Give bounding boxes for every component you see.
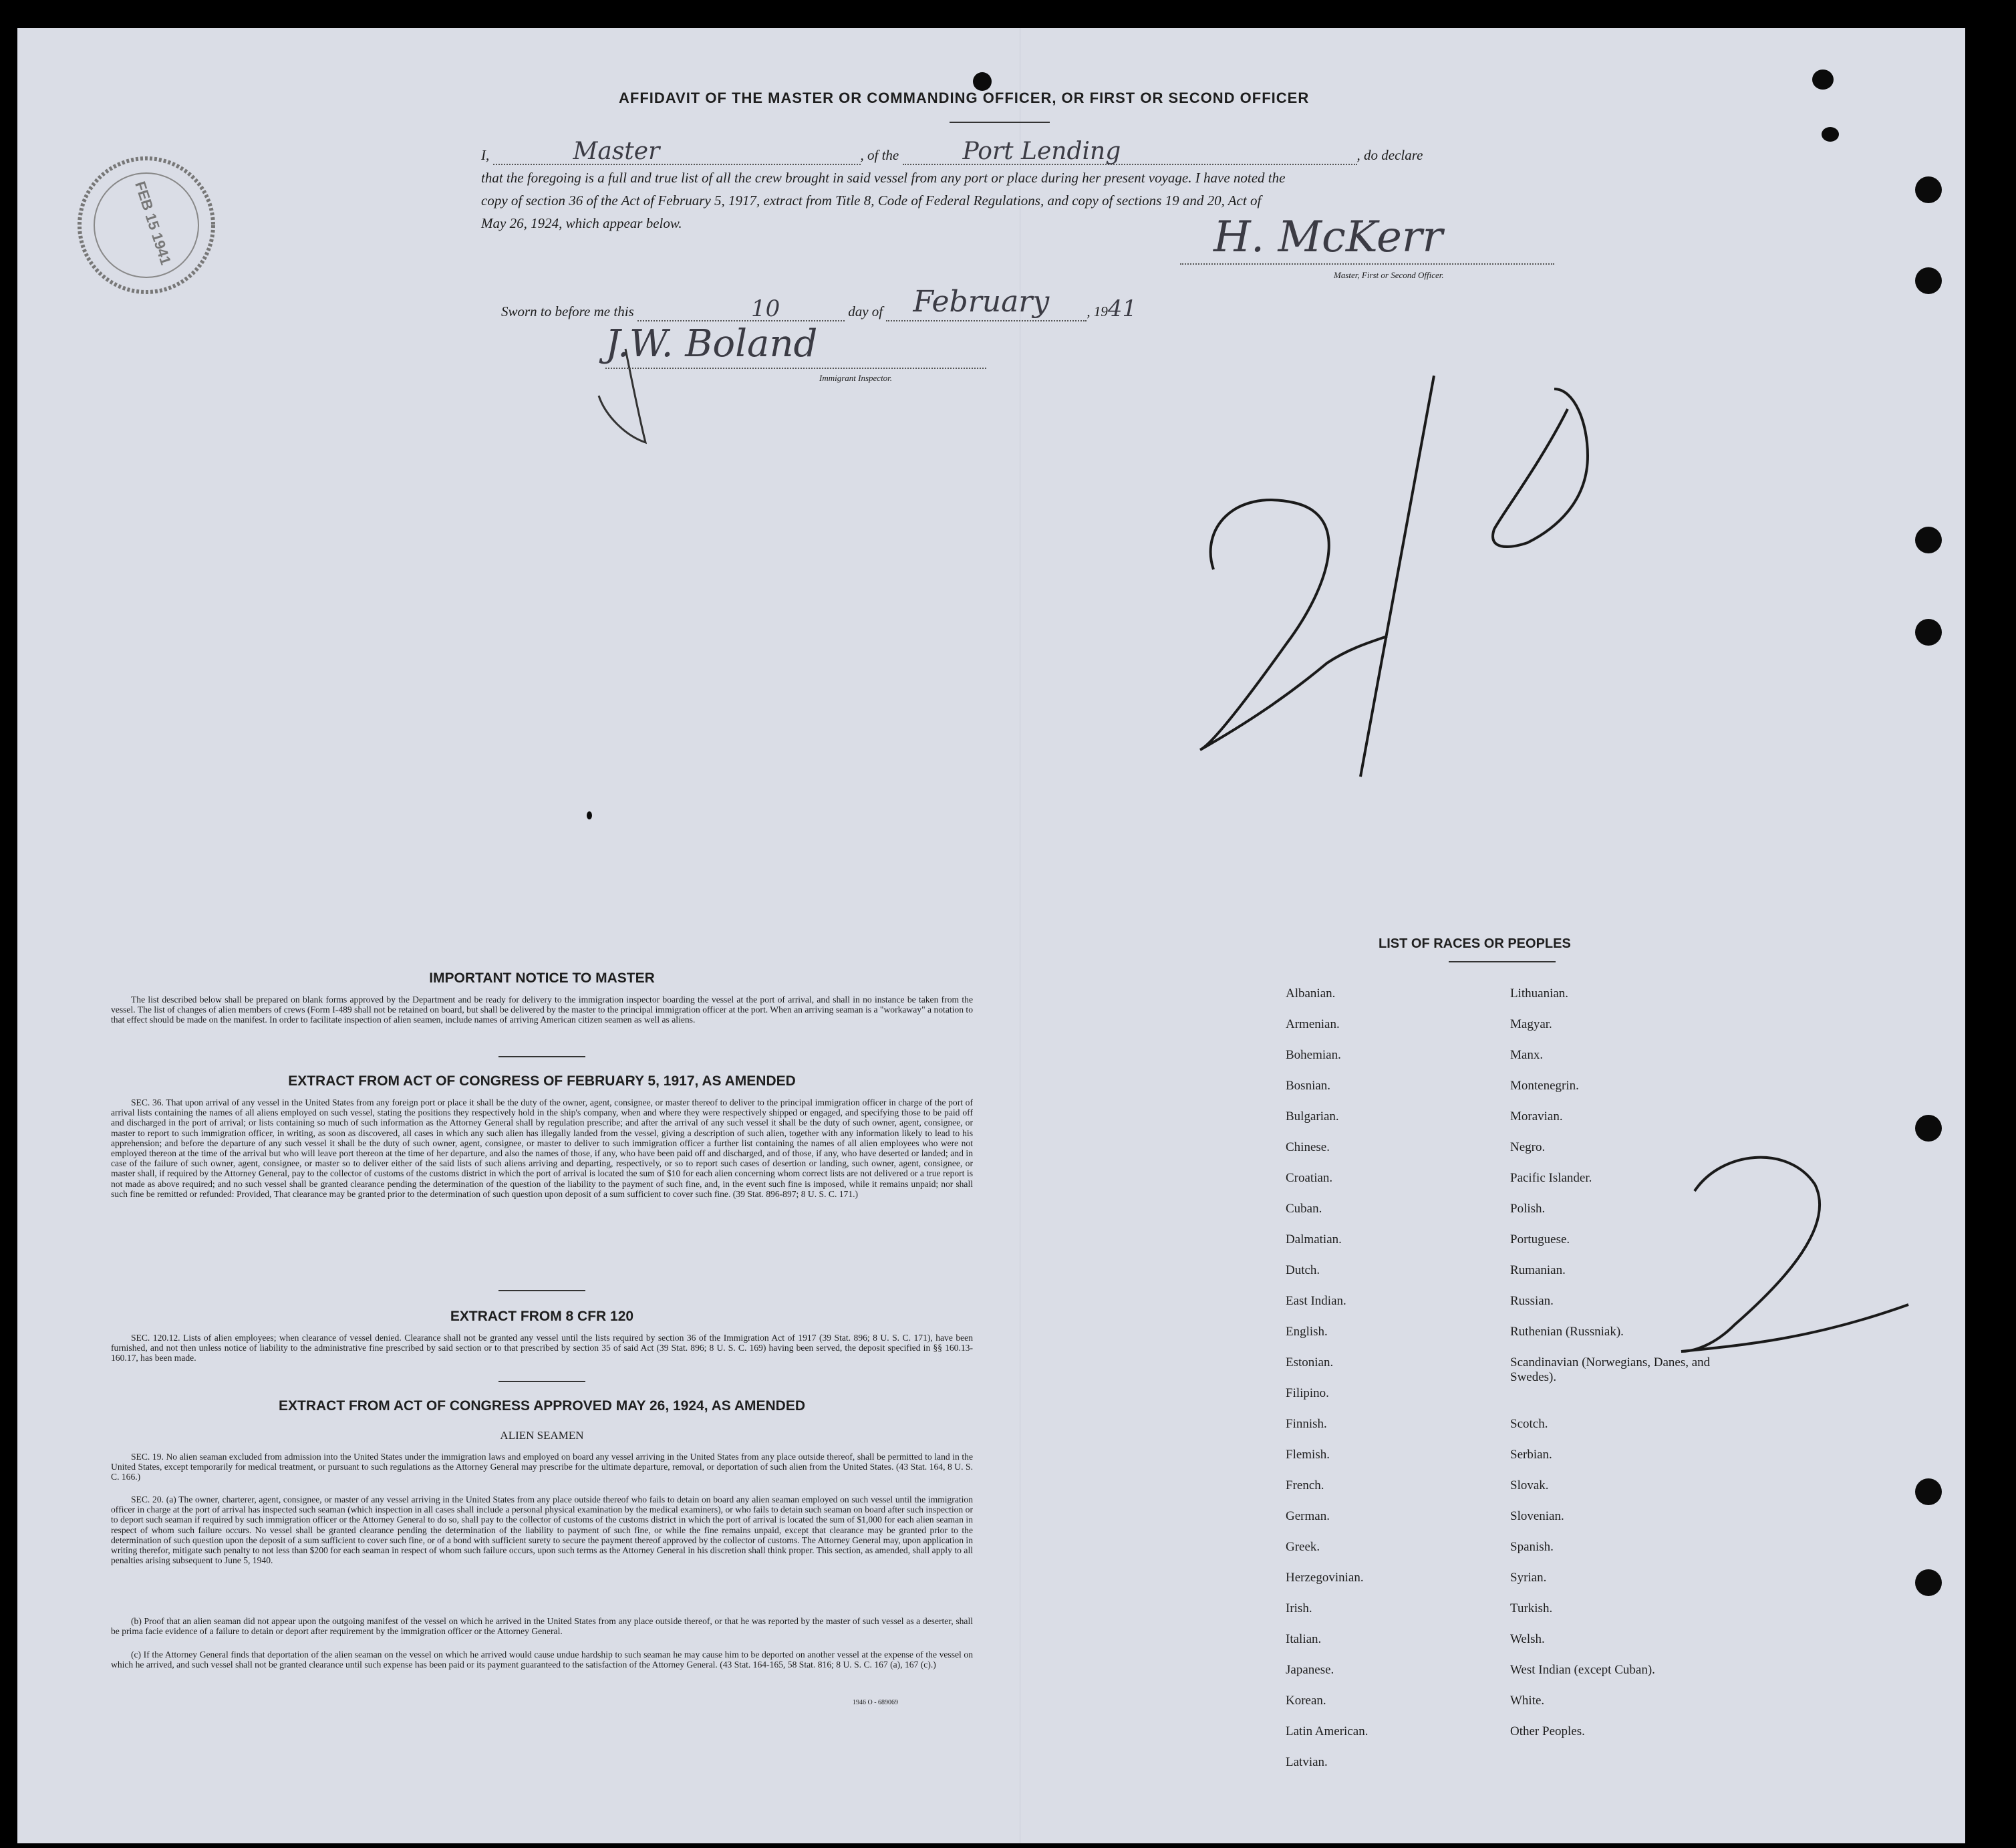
handwritten-date-mark (1193, 349, 1795, 803)
extract-1924-sec20b: (b) Proof that an alien seaman did not appear upon the outgoing manifest of the vessel on which he arrived in the United States from any place outside thereof, or that he was reported by the master of such vessel as a deserter, shall be prima facie evidence of a failure to detain or deport after requirement by the immigration officer or the Attorney General. (111, 1616, 973, 1637)
race-item: West Indian (except Cuban). (1510, 1663, 1655, 1677)
race-item: Chinese. (1286, 1140, 1330, 1154)
race-item: Russian. (1510, 1294, 1554, 1308)
immigration-stamp-seal (69, 148, 223, 302)
race-item: Latin American. (1286, 1724, 1369, 1738)
title-rule (950, 122, 1050, 123)
race-item: Slovenian. (1510, 1509, 1564, 1523)
officer-handwritten: Master (573, 138, 660, 165)
race-item: Welsh. (1510, 1632, 1545, 1646)
punch-hole (1915, 1115, 1942, 1142)
race-item: Japanese. (1286, 1663, 1334, 1677)
extract-1924-sec20c: (c) If the Attorney General finds that deportation of the alien seaman on the vessel on which he arrived would cause undue hardship to such seaman he may cause him to be deported on another vessel at the expense of the vessel on which he arrived, and such vessel shall not be granted clearance until such expense has been paid or its payment guaranteed to the satisfaction of the Attorney General. (43 Stat. 164-165, 58 Stat. 816; 8 U. S. C. 167 (a), 167 (c).) (111, 1649, 973, 1670)
race-item: Ruthenian (Russniak). (1510, 1325, 1624, 1339)
race-item: Magyar. (1510, 1017, 1552, 1031)
print-code: 1946 O - 689069 (853, 1699, 899, 1706)
sworn-line (501, 285, 1137, 322)
race-item: Moravian. (1510, 1109, 1563, 1124)
punch-hole (1812, 70, 1834, 90)
race-item: Serbian. (1510, 1448, 1552, 1462)
race-item: Bohemian. (1286, 1048, 1341, 1062)
race-item: Rumanian. (1510, 1263, 1566, 1277)
race-item: Estonian. (1286, 1355, 1334, 1369)
punch-hole (1915, 1478, 1942, 1505)
vessel-handwritten: Port Lending (962, 138, 1121, 165)
punch-hole (1915, 1569, 1942, 1596)
race-item: Croatian. (1286, 1171, 1333, 1185)
race-item: Dutch. (1286, 1263, 1320, 1277)
races-title: LIST OF RACES OR PEOPLES (1379, 936, 1571, 951)
race-item: Negro. (1510, 1140, 1546, 1154)
master-signature: H. McKerr (1213, 213, 1443, 262)
notice-text: The list described below shall be prepared on blank forms approved by the Department and be ready for delivery to the immigration inspector boarding the vessel at the port of arrival, and shall in no instance be taken from the vessel. The list of changes of alien members of crews (Form I-489 shall not be retained on board, but shall be delivered by the master to the principal immigration officer at the port. When an arriving seaman is a "workaway" a notation to that effect should be made on the manifest. In order to facilitate inspection of alien seamen, include names of arriving American citizen seamen as well as aliens. (111, 995, 973, 1025)
inspector-signature: J.W. Boland (605, 322, 818, 366)
day-of-label: day of (848, 303, 883, 319)
inspector-caption: Immigrant Inspector. (819, 373, 893, 383)
sworn-prefix: Sworn to before me this (501, 303, 634, 319)
race-item: Portuguese. (1510, 1232, 1570, 1246)
extract-1924-subtitle: ALIEN SEAMEN (500, 1429, 584, 1442)
race-item: Slovak. (1510, 1478, 1549, 1492)
punch-hole (1915, 619, 1942, 646)
race-item: Bosnian. (1286, 1079, 1331, 1093)
race-item: Armenian. (1286, 1017, 1340, 1031)
race-item: Irish. (1286, 1601, 1312, 1615)
affidavit-title: AFFIDAVIT OF THE MASTER OR COMMANDING OFFICER, OR FIRST OR SECOND OFFICER (619, 90, 1310, 106)
extract-1924-title: EXTRACT FROM ACT OF CONGRESS APPROVED MAY 26, 1924, AS AMENDED (278, 1398, 806, 1414)
year-prefix: , 19 (1087, 303, 1108, 319)
race-item: French. (1286, 1478, 1324, 1492)
race-item: Albanian. (1286, 986, 1336, 1001)
race-item: White. (1510, 1694, 1545, 1708)
declare-prefix: I, (481, 147, 490, 163)
extract-1924-sec19: SEC. 19. No alien seaman excluded from admission into the United States under the immigration laws and employed on board any vessel arriving in the United States from any place outside thereof, shall be permitted to land in the United States, except temporarily for medical treatment, or pursuant to such regulations as the Attorney General may prescribe for the ultimate departure, removal, or deportation of such alien from the United States. (43 Stat. 164, 8 U. S. C. 166.) (111, 1452, 973, 1482)
section-rule (498, 1290, 585, 1291)
race-item: Bulgarian. (1286, 1109, 1339, 1124)
race-item: Filipino. (1286, 1386, 1329, 1400)
race-item: Dalmatian. (1286, 1232, 1342, 1246)
race-item: Korean. (1286, 1694, 1326, 1708)
do-declare-label: , do declare (1356, 147, 1423, 163)
extract-1917-title: EXTRACT FROM ACT OF CONGRESS OF FEBRUARY 5, 1917, AS AMENDED (288, 1073, 796, 1089)
race-item: Scotch. (1510, 1417, 1548, 1431)
ink-speck (587, 811, 592, 819)
signature-line (1180, 263, 1554, 265)
punch-hole (1915, 527, 1942, 553)
extract-1917-text: SEC. 36. That upon arrival of any vessel in the United States from any foreign port or place it shall be the duty of the owner, agent, consignee, or master thereof to deliver to the principal immigration officer in charge of the port of arrival lists containing the names of all aliens employed on such vessel, stating the positions they respectively hold in the ship's company, when and where they were respectively shipped or engaged, and specifying those to be paid off and discharged in the port of arrival; or lists containing so much of such information as the Attorney General shall by regulation prescribe; and after the arrival of any such vessel it shall be the duty of such owner, agent, consignee, or master to report to such immigration officer, in writing, as soon as discovered, all cases in which any such alien has illegally landed from the vessel, giving a description of such alien, together with any information likely to lead to his apprehension; and before the departure of any such vessel it shall be the duty of such owner, agent, consignee, or master to deliver to such immigration officer a further list containing the names of all alien employees who were not employed thereon at the time of the arrival but who will leave port thereon at the time of her departure, and also the names of those, if any, who have been paid off and discharged, and of those, if any, who have deserted or landed; and in case of the failure of such owner, agent, consignee, or master so to deliver either of the said lists of such aliens arriving and departing, respectively, or so to report such cases of desertion or landing, such owner, agent, consignee, or master shall, if required by the Attorney General, pay to the collector of customs of the customs district in which the port of arrival is located the sum of $10 for each alien concerning whom correct lists are not delivered or a true report is not made as above required; and no such vessel shall be granted clearance pending the determination of the question of the liability to the payment of such fine, and, in the event such fine is imposed, while it remains unpaid; nor shall such fine be remitted or refunded: Provided, That clearance may be granted prior to the determination of such question upon deposit of a sum sufficient to cover such fine. (39 Stat. 896-897; 8 U. S. C. 171.) (111, 1097, 973, 1199)
race-item: Montenegrin. (1510, 1079, 1579, 1093)
race-item: Herzegovinian. (1286, 1571, 1364, 1585)
race-item: Spanish. (1510, 1540, 1554, 1554)
affidavit-line-1 (481, 138, 1423, 165)
race-item: Finnish. (1286, 1417, 1327, 1431)
inspector-line (605, 368, 986, 369)
race-item: Turkish. (1510, 1601, 1553, 1615)
affidavit-line-4: May 26, 1924, which appear below. (481, 215, 682, 231)
race-item: Lithuanian. (1510, 986, 1569, 1001)
notice-title: IMPORTANT NOTICE TO MASTER (429, 970, 655, 986)
form-page (17, 28, 1965, 1843)
race-item: Manx. (1510, 1048, 1544, 1062)
race-item: Flemish. (1286, 1448, 1330, 1462)
race-item: Italian. (1286, 1632, 1322, 1646)
punch-hole (1822, 127, 1839, 142)
race-item: Polish. (1510, 1202, 1546, 1216)
section-rule (498, 1381, 585, 1382)
date-mark-text: 2/10 (1193, 349, 1195, 350)
signature-caption: Master, First or Second Officer. (1334, 270, 1444, 280)
race-item: Other Peoples. (1510, 1724, 1585, 1738)
handwritten-count-mark (1614, 1138, 1922, 1371)
affidavit-line-2: that the foregoing is a full and true list of all the crew brought in said vessel from any port or place during her present voyage. I have noted the (481, 170, 1286, 186)
sworn-year: 41 (1107, 295, 1137, 322)
race-item: Latvian. (1286, 1755, 1328, 1769)
punch-hole (1915, 176, 1942, 203)
races-title-rule (1449, 961, 1556, 962)
inspector-signature-flourish (585, 342, 666, 449)
race-item: Syrian. (1510, 1571, 1547, 1585)
affidavit-line-3: copy of section 36 of the Act of February 5, 1917, extract from Title 8, Code of Federal Regulations, and copy of sections 19 and 20, Act of (481, 192, 1262, 209)
race-item: German. (1286, 1509, 1330, 1523)
sworn-month: February (913, 285, 1050, 319)
vessel-field (903, 138, 1357, 165)
race-item: Pacific Islander. (1510, 1171, 1592, 1185)
race-item: English. (1286, 1325, 1328, 1339)
race-item: Greek. (1286, 1540, 1320, 1554)
sworn-day: 10 (750, 295, 780, 322)
section-rule (498, 1056, 585, 1057)
race-item: Scandinavian (Norwegians, Danes, and Swedes). (1510, 1355, 1711, 1384)
punch-hole (1915, 267, 1942, 294)
officer-field (493, 138, 861, 165)
punch-hole (973, 72, 992, 91)
extract-cfr-text: SEC. 120.12. Lists of alien employees; when clearance of vessel denied. Clearance shall not be granted any vessel until the lists required by section 36 of the Immigration Act of 1917 (39 Stat. 896; 8 U. S. C. 171), have been furnished, and not then unless notice of liability to the administrative fine prescribed by said section or to that prescribed by section 35 of said Act (39 Stat. 896; 8 U. S. C. 169) having been served, the deposit specified in §§ 160.13-160.17, has been made. (111, 1333, 973, 1363)
day-field (637, 295, 845, 322)
race-item: East Indian. (1286, 1294, 1346, 1308)
of-the-label: , of the (860, 147, 899, 163)
month-field (886, 285, 1087, 321)
extract-cfr-title: EXTRACT FROM 8 CFR 120 (450, 1309, 634, 1324)
race-item: Cuban. (1286, 1202, 1322, 1216)
stamp-date: FEB 15 1941 (132, 179, 174, 267)
extract-1924-sec20a: SEC. 20. (a) The owner, charterer, agent, consignee, or master of any vessel arriving in the United States from any place outside thereof who fails to detain on board any alien seaman employed on such vessel until the immigration officer in charge at the port of arrival has inspected such seaman (which inspection in all cases shall include a personal physical examination by the medical examiners), or who fails to detain such seaman on board after such inspection or to deport such seaman if required by such immigration officer or the Attorney General to do so, shall pay to the collector of customs of the customs district in which the port of arrival is located the sum of $1,000 for each alien seaman in respect of whom such failure occurs. No vessel shall be granted clearance pending the determination of the liability to payment of such fine, or while the fine remains unpaid, except that clearance may be granted prior to the determination of such question upon the deposit of a sum sufficient to cover such fine, or of a bond with sufficient surety to secure the payment thereof approved by the collector of customs. The Attorney General may, upon application in writing therefor, mitigate such penalty to not less than $200 for each seaman in respect of whom such failure occurs, upon such terms as the Attorney General in his discretion shall think proper. This section, as amended, shall apply to all penalties arising subsequent to June 5, 1940. (111, 1494, 973, 1566)
